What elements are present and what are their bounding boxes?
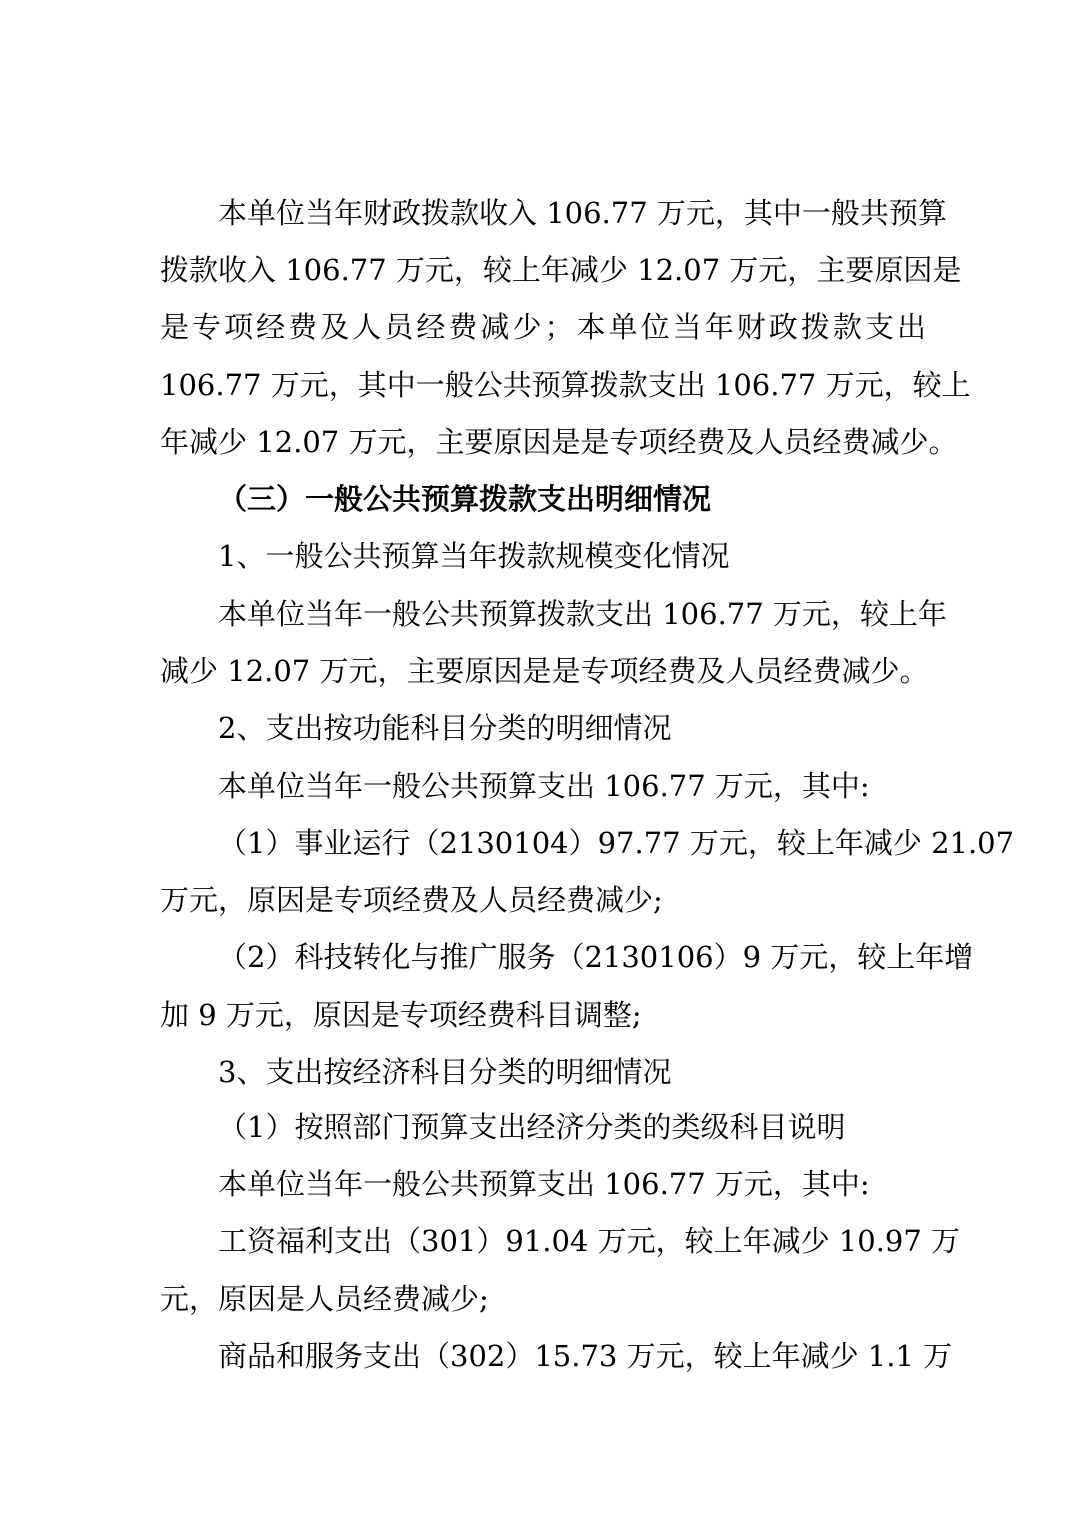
subsection-heading: 1、一般公共预算当年拨款规模变化情况 bbox=[218, 539, 730, 573]
paragraph-line: 是专项经费及人员经费减少；本单位当年财政拨款支出 bbox=[160, 310, 926, 344]
paragraph-line: （1）按照部门预算支出经济分类的类级科目说明 bbox=[218, 1110, 846, 1144]
paragraph-line: 加 9 万元，原因是专项经费科目调整; bbox=[160, 998, 642, 1032]
paragraph-line: 本单位当年一般公共预算支出 106.77 万元，其中: bbox=[218, 769, 870, 803]
paragraph-line: 元，原因是人员经费减少; bbox=[160, 1282, 489, 1316]
section-heading: （三）一般公共预算拨款支出明细情况 bbox=[218, 482, 712, 516]
paragraph-line: 商品和服务支出（302）15.73 万元，较上年减少 1.1 万 bbox=[218, 1339, 953, 1373]
subsection-heading: 2、支出按功能科目分类的明细情况 bbox=[218, 711, 672, 745]
paragraph-line: 本单位当年一般公共预算支出 106.77 万元，其中: bbox=[218, 1167, 870, 1201]
paragraph-line: （2）科技转化与推广服务（2130106）9 万元，较上年增 bbox=[218, 940, 974, 974]
paragraph-line: 万元，原因是专项经费及人员经费减少; bbox=[160, 883, 663, 917]
paragraph-line: 拨款收入 106.77 万元，较上年减少 12.07 万元，主要原因是 bbox=[160, 253, 962, 287]
paragraph-line: 年减少 12.07 万元，主要原因是是专项经费及人员经费减少。 bbox=[160, 425, 958, 459]
paragraph-line: （1）事业运行（2130104）97.77 万元，较上年减少 21.07 bbox=[218, 826, 1015, 860]
paragraph-line: 本单位当年财政拨款收入 106.77 万元，其中一般共预算 bbox=[218, 196, 947, 230]
paragraph-line: 减少 12.07 万元，主要原因是是专项经费及人员经费减少。 bbox=[160, 654, 929, 688]
subsection-heading: 3、支出按经济科目分类的明细情况 bbox=[218, 1055, 672, 1089]
paragraph-line: 106.77 万元，其中一般公共预算拨款支出 106.77 万元，较上 bbox=[160, 368, 971, 402]
paragraph-line: 工资福利支出（301）91.04 万元，较上年减少 10.97 万 bbox=[218, 1224, 961, 1258]
paragraph-line: 本单位当年一般公共预算拨款支出 106.77 万元，较上年 bbox=[218, 597, 947, 631]
